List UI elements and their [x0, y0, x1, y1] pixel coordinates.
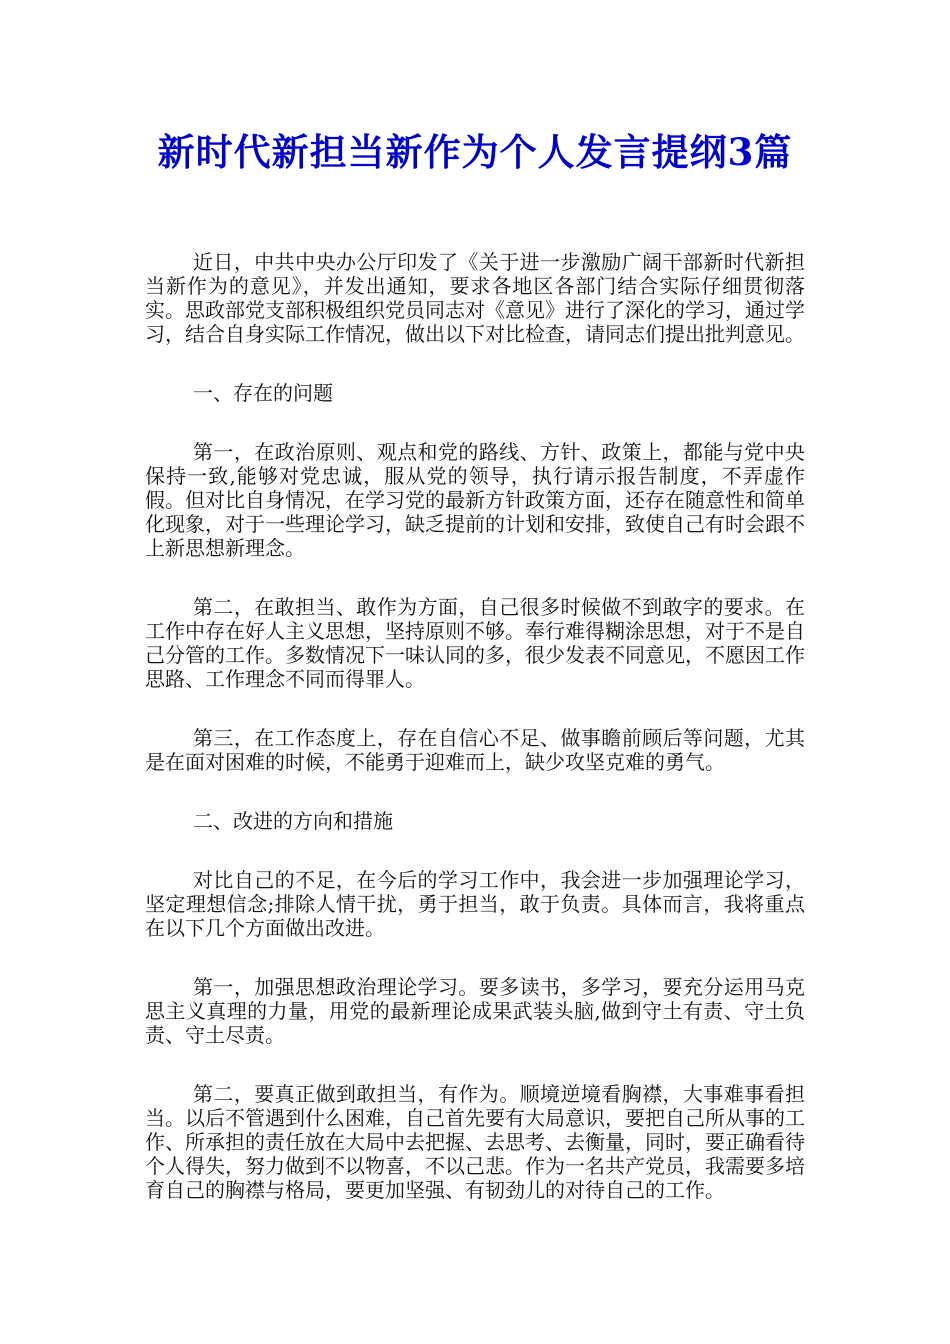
- paragraph-intro: 近日，中共中央办公厅印发了《关于进一步激励广阔干部新时代新担当新作为的意见》，并发出通知，要求各地区各部门结合实际仔细贯彻落实。思政部党支部积极组织党员同志对《意见》进行了深化的学习，通过学习，结合自身实际工作情况，做出以下对比检查，请同志们提出批判意见。: [145, 250, 805, 346]
- document-body: [145, 250, 805, 1237]
- paragraph-improvement-2: 第二，要真正做到敢担当，有作为。顺境逆境看胸襟，大事难事看担当。以后不管遇到什么困难，自己首先要有大局意识，要把自己所从事的工作、所承担的责任放在大局中去把握、去思考、去衡量，同时，要正确看待个人得失，努力做到不以物喜，不以己悲。作为一名共产党员，我需要多培育自己的胸襟与格局，要更加坚强、有韧劲儿的对待自己的工作。: [145, 1082, 805, 1202]
- section-heading-problems: 一、存在的问题: [193, 381, 333, 405]
- paragraph-problem-3: 第三，在工作态度上，存在自信心不足、做事瞻前顾后等问题，尤其是在面对困难的时候，不能勇于迎难而上，缺少攻坚克难的勇气。: [145, 726, 805, 774]
- section-heading-improvements: 二、改进的方向和措施: [193, 809, 393, 833]
- paragraph-improvement-1: 第一，加强思想政治理论学习。要多读书，多学习，要充分运用马克思主义真理的力量，用党的最新理论成果武装头脑,做到守土有责、守土负责、守土尽责。: [145, 975, 805, 1047]
- paragraph-problem-1: 第一，在政治原则、观点和党的路线、方针、政策上，都能与党中央保持一致,能够对党忠诚，服从党的领导，执行请示报告制度，不弄虚作假。但对比自身情况，在学习党的最新方针政策方面，还存在随意性和简单化现象，对于一些理论学习，缺乏提前的计划和安排，致使自己有时会跟不上新思想新理念。: [145, 440, 805, 560]
- paragraph-improvement-intro: 对比自己的不足，在今后的学习工作中，我会进一步加强理论学习，坚定理想信念;排除人情干扰，勇于担当，敢于负责。具体而言，我将重点在以下几个方面做出改进。: [145, 868, 805, 940]
- paragraph-problem-2: 第二，在敢担当、敢作为方面，自己很多时候做不到敢字的要求。在工作中存在好人主义思想，坚持原则不够。奉行难得糊涂思想，对于不是自己分管的工作。多数情况下一味认同的多，很少发表不同意见，不愿因工作思路、工作理念不同而得罪人。: [145, 595, 805, 691]
- document-title: 新时代新担当新作为个人发言提纲3篇: [157, 130, 793, 174]
